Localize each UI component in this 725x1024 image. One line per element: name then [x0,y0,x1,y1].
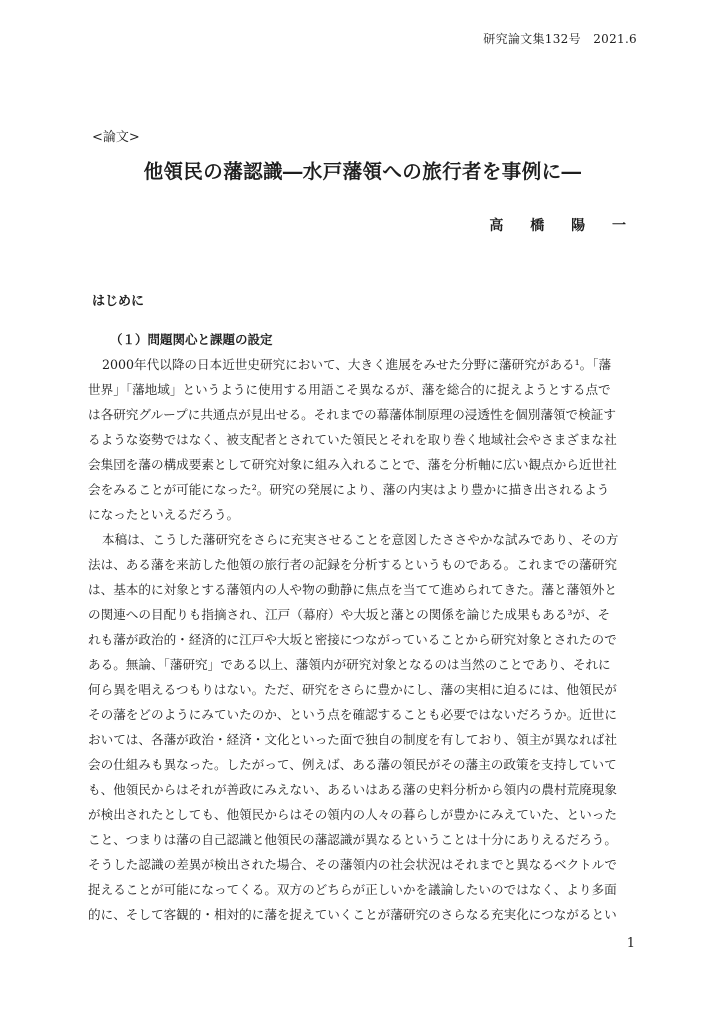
text-line: おいては、各藩が政治・経済・文化といった面で独自の制度を有しており、領主が異なれば社 [88,732,617,747]
text-line: 的に、そして客観的・相対的に藩を捉えていくことが藩研究のさらなる充実化につながるとい [88,907,617,922]
text-line: 2000年代以降の日本近世史研究において、大きく進展をみせた分野に藩研究がある¹。「藩 [102,357,612,372]
page-number: 1 [626,936,635,951]
section-heading: はじめに [92,294,145,309]
text-line: 何ら異を唱えるつもりはない。ただ、研究をさらに豊かにし、藩の実相に迫るには、他領民が [88,682,617,697]
author-name: 高 橋 陽 一 [489,218,637,234]
text-line: こと、つまりは藩の自己認識と他領民の藩認識が異なるということは十分にありえるだろう。 [88,832,617,847]
text-line: るような姿勢ではなく、被支配者とされていた領民とそれを取り巻く地域社会やさまざまな社 [88,432,617,447]
text-line: れも藩が政治的・経済的に江戸や大坂と密接につながっていることから研究対象とされたので [88,632,617,647]
article-title: 他領民の藩認識―水戸藩領への旅行者を事例に― [143,160,582,183]
text-line: 捉えることが可能になってくる。双方のどちらが正しいかを議論したいのではなく、より多面 [88,882,617,897]
text-line: 本稿は、こうした藩研究をさらに充実させることを意図したささやかな試みであり、その方 [102,532,619,547]
text-line: 会の仕組みも異なった。したがって、例えば、ある藩の領民がその藩主の政策を支持していて [88,757,617,772]
journal-header: 研究論文集132号 2021.6 [483,32,637,46]
text-line: は、基本的に対象とする藩領内の人や物の動静に焦点を当てて進められてきた。藩と藩領外と [88,582,617,597]
text-line: が検出されたとしても、他領民からはその領内の人々の暮らしが豊かにみえていた、といった [88,807,617,822]
text-line: ある。無論、「藩研究」である以上、藩領内が研究対象となるのは当然のことであり、それに [88,657,611,672]
text-line: 会をみることが可能になった²。研究の発展により、藩の内実はより豊かに描き出されるよう [88,482,610,497]
text-line: そうした認識の差異が検出された場合、その藩領内の社会状況はそれまでと異なるベクトルで [88,857,617,872]
subsection-heading: （１）問題関心と課題の設定 [110,332,273,347]
text-line: も、他領民からはそれが善政にみえない、あるいはある藩の史料分析から領内の農村荒廃現象 [88,782,617,797]
article-category: <論文> [92,130,140,145]
body-text [88,352,642,927]
text-line: その藩をどのようにみていたのか、という点を確認することも必要ではないだろうか。近世に [88,707,617,722]
text-line: 法は、ある藩を来訪した他領の旅行者の記録を分析するというものである。これまでの藩研究 [88,557,617,572]
text-line: は各研究グループに共通点が見出せる。それまでの幕藩体制原理の浸透性を個別藩領で検証す [88,407,616,422]
text-line: 会集団を藩の構成要素として研究対象に組み入れることで、藩を分析軸に広い観点から近世社 [88,457,617,472]
text-line: 世界」「藩地域」というように使用する用語こそ異なるが、藩を総合的に捉えようとする点で [88,382,611,397]
text-line: になったといえるだろう。 [88,507,240,522]
text-line: の関連への目配りも指摘され、江戸（幕府）や大坂と藩との関係を論じた成果もある³が、そ [88,607,611,622]
